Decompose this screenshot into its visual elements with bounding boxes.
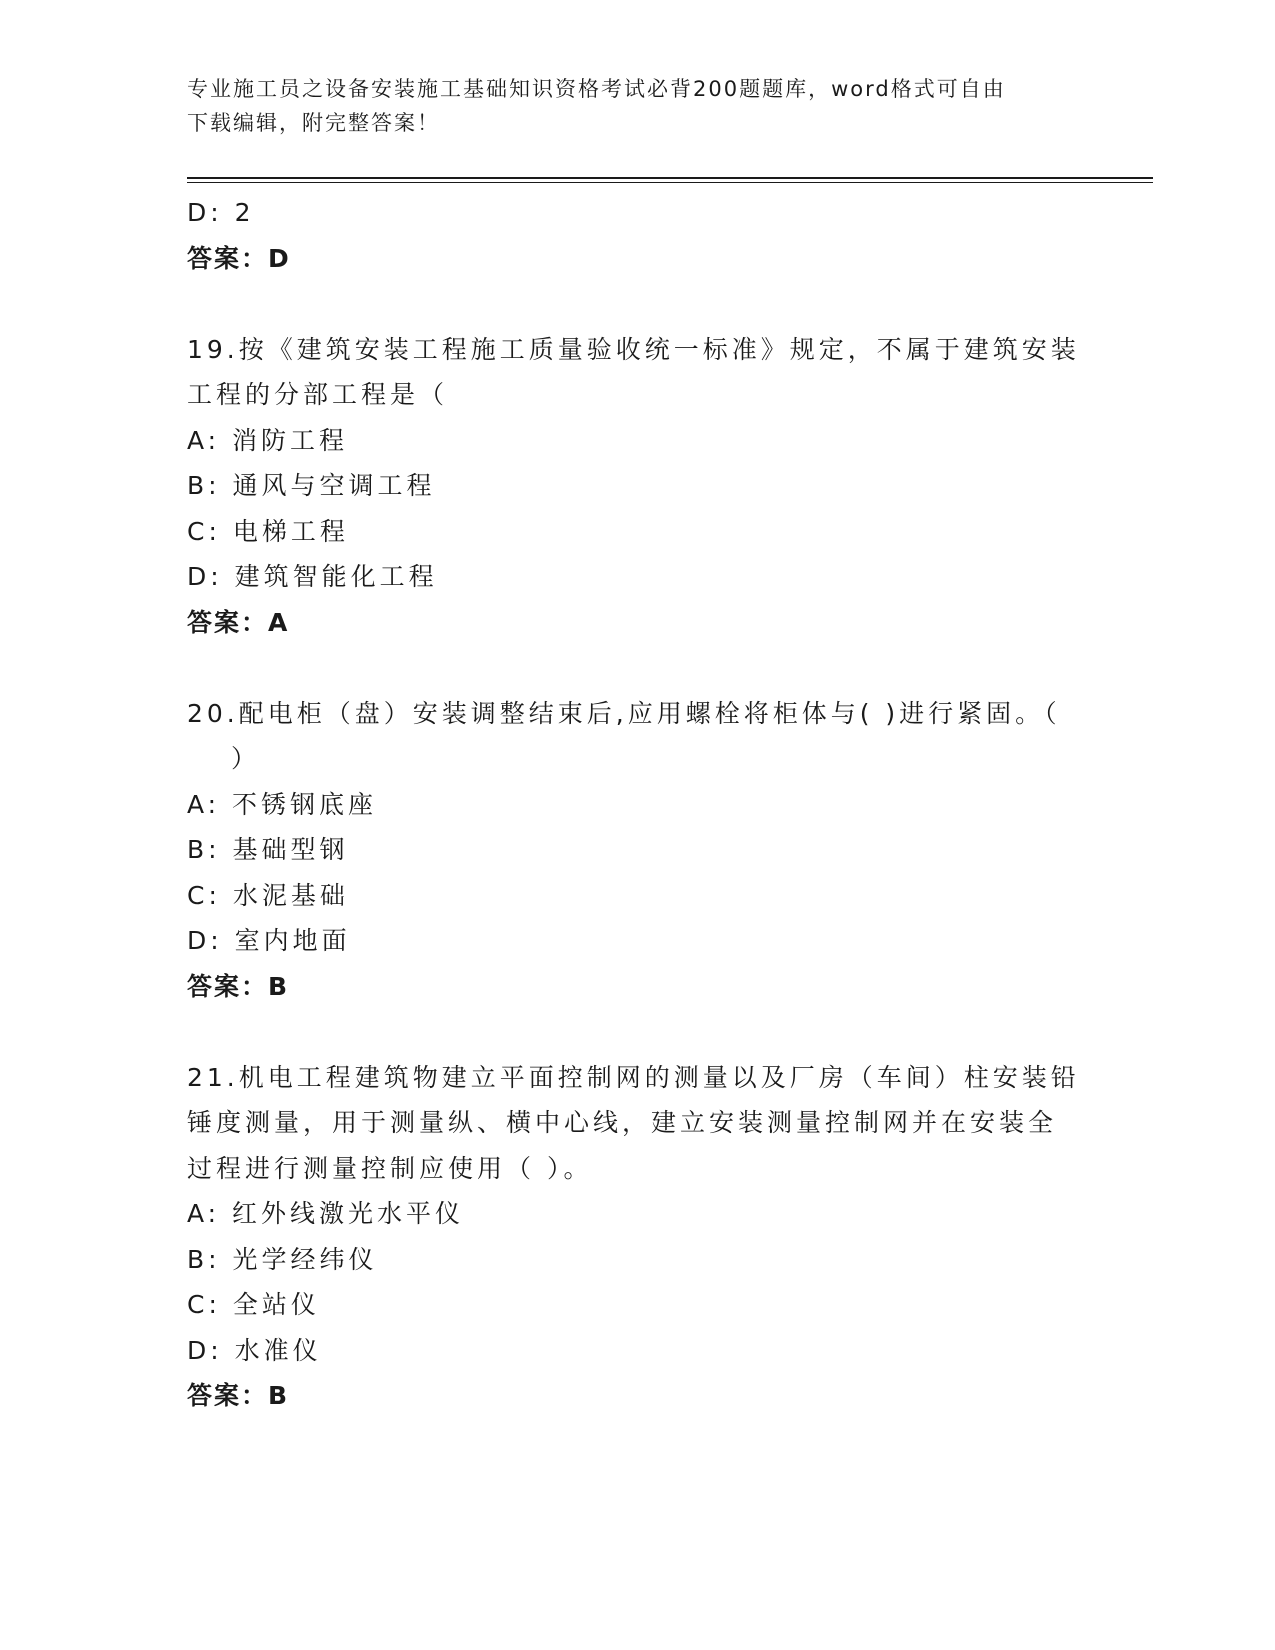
option-d: D: 2 xyxy=(187,198,255,227)
question-text-line: 19.按《建筑安装工程施工质量验收统一标准》规定，不属于建筑安装 xyxy=(187,334,1080,364)
question-text-line: ） xyxy=(231,744,261,773)
option-d: D: 室内地面 xyxy=(187,926,351,955)
question-content xyxy=(187,190,1087,1419)
option-c: C: 水泥基础 xyxy=(187,880,349,910)
option-c: C: 电梯工程 xyxy=(187,516,349,546)
header-line-2: 下载编辑，附完整答案！ xyxy=(187,111,440,135)
spacer xyxy=(187,1009,1087,1055)
question-text-line: 过程进行测量控制应使用（ ）。 xyxy=(187,1153,593,1183)
answer-line: 答案：D xyxy=(187,243,291,273)
header-rule-thin xyxy=(187,182,1153,183)
option-d: D: 建筑智能化工程 xyxy=(187,562,438,591)
question-text-line: 工程的分部工程是（ xyxy=(187,380,449,409)
question-19 xyxy=(187,327,1087,646)
option-d: D: 水准仪 xyxy=(187,1335,322,1365)
question-text-line: 锤度测量，用于测量纵、横中心线，建立安装测量控制网并在安装全 xyxy=(187,1108,1058,1137)
header-line-1: 专业施工员之设备安装施工基础知识资格考试必背200题题库，word格式可自由 xyxy=(187,77,1006,101)
option-b: B: 通风与空调工程 xyxy=(187,471,436,500)
answer-line: 答案：A xyxy=(187,607,290,637)
page-header xyxy=(187,72,1067,140)
question-20 xyxy=(187,691,1087,1010)
option-c: C: 全站仪 xyxy=(187,1290,320,1319)
question-21 xyxy=(187,1055,1087,1419)
option-a: A: 红外线激光水平仪 xyxy=(187,1199,465,1228)
previous-question-tail xyxy=(187,190,1087,281)
option-b: B: 光学经纬仪 xyxy=(187,1244,378,1274)
spacer xyxy=(187,281,1087,327)
answer-line: 答案：B xyxy=(187,1381,290,1410)
option-b: B: 基础型钢 xyxy=(187,835,349,864)
answer-line: 答案：B xyxy=(187,971,290,1001)
option-a: A: 不锈钢底座 xyxy=(187,789,378,819)
spacer xyxy=(187,645,1087,691)
header-rule-thick xyxy=(187,177,1153,179)
question-text-line: 21.机电工程建筑物建立平面控制网的测量以及厂房（车间）柱安装铅 xyxy=(187,1062,1080,1092)
option-a: A: 消防工程 xyxy=(187,425,349,455)
question-text-line: 20.配电柜（盘）安装调整结束后,应用螺栓将柜体与( )进行紧固。（ xyxy=(187,698,1061,728)
